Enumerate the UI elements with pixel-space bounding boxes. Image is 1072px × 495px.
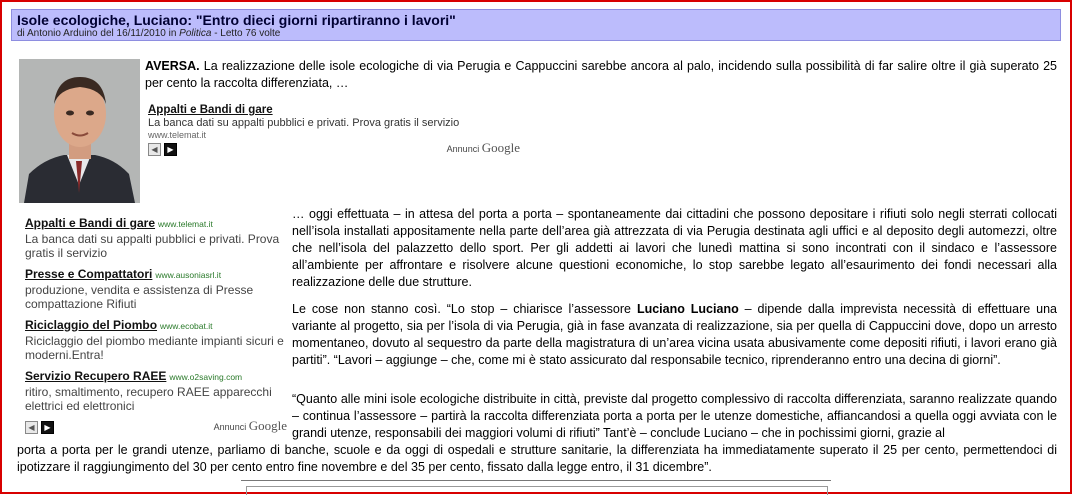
top-ad-block xyxy=(148,104,528,156)
side-ad-url[interactable]: www.o2saving.com xyxy=(169,372,243,382)
next-arrow-icon[interactable]: ▶ xyxy=(41,421,54,434)
side-ad-text: ritiro, smaltimento, recupero RAEE apparecchi elettrici ed elettronici xyxy=(25,385,272,413)
google-logo-icon: Google xyxy=(481,140,520,155)
top-ad-title[interactable]: Appalti e Bandi di gare xyxy=(148,104,273,116)
portrait-image xyxy=(19,59,140,203)
author-photo xyxy=(19,59,140,203)
next-arrow-icon[interactable]: ▶ xyxy=(164,143,177,156)
article-header xyxy=(11,9,1061,41)
side-ad-annunci-google[interactable]: Annunci Google xyxy=(213,418,287,433)
byline-prefix: di Antonio Arduino del 16/11/2010 in xyxy=(17,28,177,39)
separator-line xyxy=(241,480,831,481)
side-ad-item[interactable] xyxy=(25,214,285,260)
side-ad-url[interactable]: www.telemat.it xyxy=(158,219,213,229)
side-ad-url[interactable]: www.ecobat.it xyxy=(160,321,213,331)
side-ad-text: Riciclaggio del piombo mediante impianti sicuri e moderni.Entra! xyxy=(25,334,284,362)
top-ad-text: La banca dati su appalti pubblici e privati. Prova gratis il servizio xyxy=(148,117,460,129)
side-ad-url[interactable]: www.ausoniasrl.it xyxy=(155,270,222,280)
top-ad-annunci-google[interactable]: Annunci Google xyxy=(446,140,520,155)
article-byline xyxy=(17,28,280,39)
side-ad-title[interactable]: Presse e Compattatori xyxy=(25,267,153,281)
person-name: Luciano Luciano xyxy=(636,302,739,316)
side-ad-text: La banca dati su appalti pubblici e privati. Prova gratis il servizio xyxy=(25,232,280,260)
lead-text: La realizzazione delle isole ecologiche di via Perugia e Cappuccini sarebbe ancora al palo, incidendo sulla possibilità di far salire oltre il già superato 25 per cento la raccolta differenziata, … xyxy=(145,59,1057,90)
top-ad-nav xyxy=(148,143,177,156)
article-lead xyxy=(145,58,1057,92)
side-ad-item[interactable] xyxy=(25,265,285,311)
side-ad-text: produzione, vendita e assistenza di Presse compattazione Rifiuti xyxy=(25,283,254,311)
side-ad-title[interactable]: Servizio Recupero RAEE xyxy=(25,369,167,383)
article-title[interactable]: Isole ecologiche, Luciano: "Entro dieci giorni ripartiranno i lavori" xyxy=(17,12,456,28)
prev-arrow-icon[interactable]: ◀ xyxy=(148,143,161,156)
top-ad-url[interactable]: www.telemat.it xyxy=(148,130,207,140)
article-paragraph-1: … oggi effettuata – in attesa del porta a porta – spontaneamente dai cittadini che possono depositare i rifiuti solo negli sterrati collocati nell’isola installati appositamente nella parte dell’area già attrezzata di via Perugia destinata agli uffici e al deposito degli automezzi, oltre che nell’isola del palazzetto dello sport. Per gli addetti ai lavori che lunedì mattina si sono incontrati con il sindaco e l’assessore all’ambiente per affrontare e risolvere alcune questioni economiche, lo stop sarebbe legato all’esaurimento dei fondi necessari alla realizzazione delle due strutture. xyxy=(292,207,1057,289)
article-body xyxy=(292,206,1057,379)
byline-suffix: - Letto 76 volte xyxy=(214,28,281,39)
article-paragraph-3 xyxy=(17,391,1057,476)
paragraph-3-part-b: porta a porta per le grandi utenze, parliamo di banche, scuole e da oggi di ospedali e strutture sanitarie, la differenziata ha immediatamente superato il 25 per cento, permettendoci di ipotizzare il raggiungimento del 30 per cento entro fine novembre e del 35 per cento, fissato dalla legge entro, il 31 dicembre”. xyxy=(17,443,1057,474)
lead-city: AVERSA. xyxy=(145,59,200,73)
category-link[interactable]: Politica xyxy=(179,28,212,39)
side-ad-item[interactable] xyxy=(25,316,285,362)
google-logo-icon: Google xyxy=(248,418,287,433)
article-paragraph-2: Le cose non stanno così. “Lo stop – chiarisce l’assessore Luciano Luciano – dipende dalla imprevista necessità di effettuare una variante al progetto, sia per l’isola di via Perugia, già in fase avanzata di realizzazione, sia per quella di Cappuccini dove, dopo un arresto momentaneo, dovuto al sequestro da parte della magistratura di un’area vicina usata abusivamente come depositi rifiuti, i lavori erano già partiti”. “Lavori – aggiunge – che, come mi è stato assicurato dal responsabile tecnico, riprenderanno entro una decina di giorni”. xyxy=(292,302,1057,367)
paragraph-3-part-a: “Quanto alle mini isole ecologiche distribuite in città, previste dal progetto complessivo di raccolta differenziata, saranno realizzate quando – continua l’assessore – partirà la raccolta differenziata porta a porta per le utenze domestiche, affiancandosi a quella oggi avviata con le grandi utenze, responsabili dei maggiori volumi di rifiuti” Tant’è – conclude Luciano – che in pochissimi giorni, grazie al xyxy=(292,392,1057,440)
prev-arrow-icon[interactable]: ◀ xyxy=(25,421,38,434)
side-ad-title[interactable]: Riciclaggio del Piombo xyxy=(25,318,158,332)
side-ad-title[interactable]: Appalti e Bandi di gare xyxy=(25,216,156,230)
